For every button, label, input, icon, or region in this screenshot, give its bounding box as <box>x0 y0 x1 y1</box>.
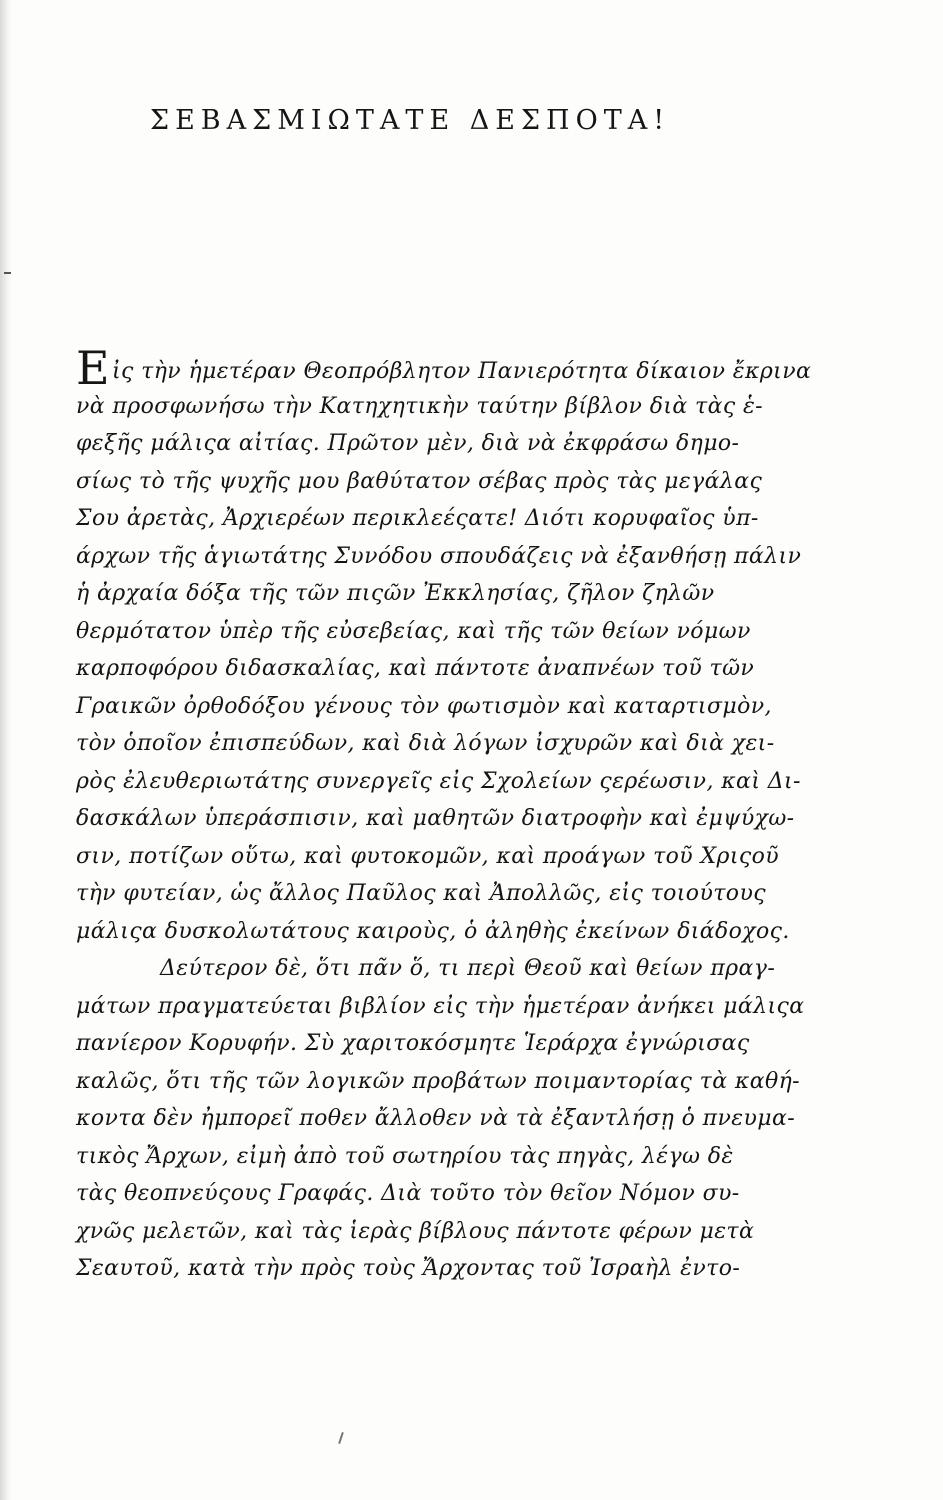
text-line-3: φεξῆς μάλιςα αἰτίας. Πρῶτον μὲν, διὰ νὰ ἐκφράσω δημο- <box>76 431 740 456</box>
text-line-11: τὸν ὁποῖον ἐπισπεύδων, καὶ διὰ λόγων ἰσχυρῶν καὶ διὰ χει- <box>76 731 775 756</box>
text-line-18: μάτων πραγματεύεται βιβλίον εἰς τὴν ἡμετέραν ἀνήκει μάλιςα <box>76 993 805 1019</box>
text-line-4: σίως τὸ τῆς ψυχῆς μου βαθύτατον σέβας πρὸς τὰς μεγάλας <box>76 468 763 494</box>
text-line-1-rest: ἰς τὴν ἡμετέραν Θεοπρόβλητον Πανιερότητα δίκαιον ἔκρινα <box>111 359 812 384</box>
text-line-16: μάλιςα δυσκολωτάτους καιροὺς, ὁ ἀληθὴς ἐκείνων διάδοχος. <box>76 918 790 944</box>
text-line-7: ἡ ἀρχαία δόξα τῆς τῶν πιςῶν Ἐκκλησίας, ζῆλον ζηλῶν <box>76 581 715 606</box>
text-line-12: ρὸς ἐλευθεριωτάτης συνεργεῖς εἰς Σχολείων ςερέωσιν, καὶ Δι- <box>76 768 801 794</box>
text-line-19: πανίερον Κορυφήν. Σὺ χαριτοκόσμητε Ἱεράρχα ἐγνώρισας <box>76 1031 750 1056</box>
text-line-5: Σου ἀρετὰς, Ἀρχιερέων περικλεέςατε! Διότι κορυφαῖος ὑπ- <box>76 506 759 531</box>
drop-cap: Ε <box>76 341 110 395</box>
text-line-6: άρχων τῆς ἁγιωτάτης Συνόδου σπουδάζεις νὰ ἐξανθήσῃ πάλιν <box>76 543 802 569</box>
page-heading: ΣΕΒΑΣΜΙΩΤΑΤΕ ΔΕΣΠΟΤΑ! <box>150 105 671 136</box>
text-line-1 <box>76 341 856 395</box>
text-line-20: καλῶς, ὅτι τῆς τῶν λογικῶν προβάτων ποιμαντορίας τὰ καθή- <box>76 1068 801 1094</box>
text-line-24: χνῶς μελετῶν, καὶ τὰς ἱερὰς βίβλους πάντοτε φέρων μετὰ <box>76 1218 755 1244</box>
text-line-15: τὴν φυτείαν, ὡς ἄλλος Παῦλος καὶ Ἀπολλῶς, εἰς τοιούτους <box>76 881 766 906</box>
margin-mark-bottom <box>338 1432 344 1444</box>
body-text <box>76 341 856 1288</box>
text-line-25: Σεαυτοῦ, κατὰ τὴν πρὸς τοὺς Ἄρχοντας τοῦ Ἰσραὴλ ἐντο- <box>76 1256 741 1281</box>
text-line-10: Γραικῶν ὀρθοδόξου γένους τὸν φωτισμὸν καὶ καταρτισμὸν, <box>76 693 772 719</box>
text-line-23: τὰς θεοπνεύςους Γραφάς. Διὰ τοῦτο τὸν θεῖον Νόμον συ- <box>76 1181 740 1206</box>
page-gutter-shadow <box>0 0 12 1500</box>
text-line-13: δασκάλων ὑπεράσπισιν, καὶ μαθητῶν διατροφὴν καὶ ἐμψύχω- <box>76 806 795 831</box>
margin-mark <box>4 272 11 274</box>
text-line-22: τικὸς Ἄρχων, εἰμὴ ἀπὸ τοῦ σωτηρίου τὰς πηγὰς, λέγω δὲ <box>76 1143 734 1169</box>
text-line-14: σιν, ποτίζων οὕτω, καὶ φυτοκομῶν, καὶ προάγων τοῦ Χριςοῦ <box>76 843 780 869</box>
text-line-17: Δεύτερον δὲ, ὅτι πᾶν ὅ, τι περὶ Θεοῦ καὶ θείων πραγ- <box>160 956 776 981</box>
text-line-8: θερμότατον ὑπὲρ τῆς εὐσεβείας, καὶ τῆς τῶν θείων νόμων <box>76 618 751 644</box>
text-line-2: νὰ προσφωνήσω τὴν Κατηχητικὴν ταύτην βίβλον διὰ τὰς ἑ- <box>76 393 764 419</box>
text-line-9: καρποφόρου διδασκαλίας, καὶ πάντοτε ἀναπνέων τοῦ τῶν <box>76 656 755 681</box>
text-line-21: κοντα δὲν ἠμπορεῖ ποθεν ἄλλοθεν νὰ τὰ ἐξαντλήσῃ ὁ πνευμα- <box>76 1106 796 1131</box>
